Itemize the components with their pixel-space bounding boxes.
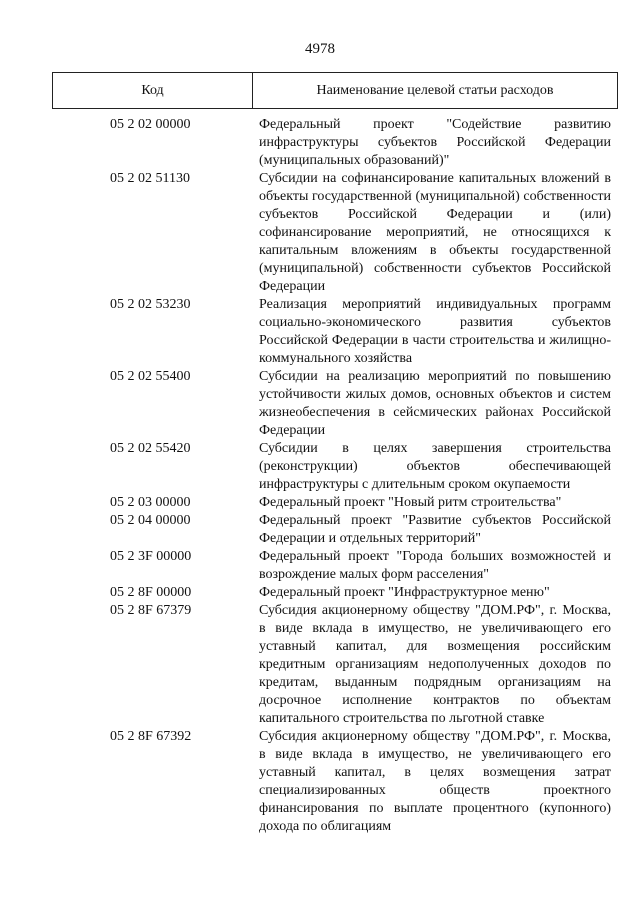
table-header — [52, 72, 618, 109]
row-code: 05 2 02 55420 — [110, 441, 191, 456]
table-row — [52, 548, 618, 584]
row-code: 05 2 02 51130 — [110, 171, 190, 186]
row-code: 05 2 04 00000 — [110, 513, 191, 528]
table-row — [52, 116, 618, 170]
budget-code-table — [52, 72, 618, 836]
row-name: Субсидии на реализацию мероприятий по повышению устойчивости жилых домов, основных объектов и систем жизнеобеспечения в сейсмических районах Российской Федерации — [259, 369, 611, 438]
header-code: Код — [53, 73, 253, 108]
row-name: Федеральный проект "Развитие субъектов Российской Федерации и отдельных территорий" — [259, 513, 611, 546]
row-code: 05 2 03 00000 — [110, 495, 191, 510]
page-number: 4978 — [305, 41, 335, 57]
row-name: Федеральный проект "Города больших возможностей и возрождение малых форм расселения" — [259, 549, 611, 582]
row-code: 05 2 02 53230 — [110, 297, 191, 312]
row-name: Федеральный проект "Содействие развитию инфраструктуры субъектов Российской Федерации (муниципальных образований)" — [259, 117, 611, 168]
row-name: Федеральный проект "Инфраструктурное меню" — [259, 585, 550, 600]
row-name: Субсидии на софинансирование капитальных вложений в объекты государственной (муниципальной) собственности субъектов Российской Федерации и (или) софинансирование мероприятий, не относящихся к капитальным вложениям в объекты государственной (муниципальной) собственности субъектов Российской Федерации — [259, 171, 611, 294]
table-row — [52, 170, 618, 296]
header-name: Наименование целевой статьи расходов — [316, 82, 554, 98]
row-code: 05 2 02 55400 — [110, 369, 191, 384]
row-code: 05 2 8F 67379 — [110, 603, 192, 618]
table-row — [52, 728, 618, 836]
row-name: Субсидия акционерному обществу "ДОМ.РФ", г. Москва, в виде вклада в имущество, не увеличивающего его уставный капитал, для возмещения российским кредитным организациям недополученных доходов по кредитам, выданным подрядным организациям на досрочное исполнение контрактов по объектам капитального строительства по льготной ставке — [259, 603, 611, 726]
table-body — [52, 109, 618, 836]
table-row — [52, 440, 618, 494]
row-name: Реализация мероприятий индивидуальных программ социально-экономического развития субъектов Российской Федерации в части строительства и жилищно-коммунального хозяйства — [259, 297, 611, 366]
row-code: 05 2 3F 00000 — [110, 549, 192, 564]
table-row — [52, 512, 618, 548]
table-row — [52, 296, 618, 368]
table-row — [52, 494, 618, 512]
row-name: Федеральный проект "Новый ритм строительства" — [259, 495, 562, 510]
table-row — [52, 584, 618, 602]
row-name: Субсидия акционерному обществу "ДОМ.РФ", г. Москва, в виде вклада в имущество, не увеличивающего его уставный капитал, в целях возмещения затрат специализированных обществ проектного финансирования по выплате процентного (купонного) дохода по облигациям — [259, 729, 611, 834]
row-name: Субсидии в целях завершения строительства (реконструкции) объектов обеспечивающей инфраструктуры с длительным сроком окупаемости — [259, 441, 611, 492]
table-row — [52, 368, 618, 440]
row-code: 05 2 8F 67392 — [110, 729, 192, 744]
row-code: 05 2 8F 00000 — [110, 585, 192, 600]
table-row — [52, 602, 618, 728]
row-code: 05 2 02 00000 — [110, 117, 191, 132]
